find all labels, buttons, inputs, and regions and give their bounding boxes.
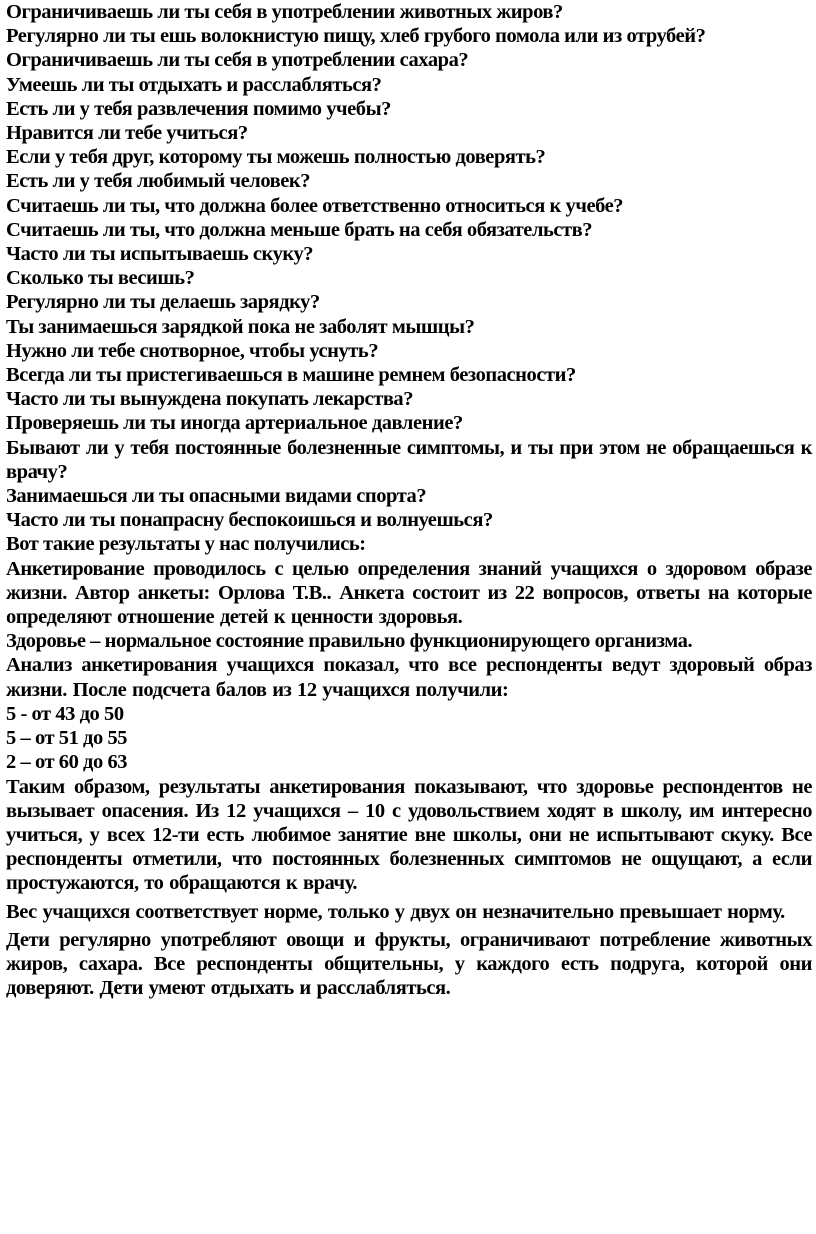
score-range-item: 5 – от 51 до 55 — [6, 727, 128, 750]
question-item: Считаешь ли ты, что должна меньше брать на себя обязательств? — [6, 218, 593, 241]
question-item: Нравится ли тебе учиться? — [6, 122, 248, 145]
analysis-paragraph: Анализ анкетирования учащихся показал, что все респонденты ведут здоровый образ жизни. После подсчета балов из 12 учащихся получили: — [6, 654, 812, 701]
conclusion-paragraph: Таким образом, результаты анкетирования показывают, что здоровье респондентов не вызывает опасения. Из 12 учащихся – 10 с удовольствием ходят в школу, им интересно учиться, у всех 12-ти есть любимое занятие вне школы, они не испытывают скуку. Все респонденты отметили, что постоянных болезненных симптомов не ощущают, а если простужаются, то обращаются к врачу. — [6, 775, 812, 895]
document-page — [6, 0, 812, 1000]
nutrition-note-paragraph: Дети регулярно употребляют овощи и фрукты, ограничивают потребление животных жиров, сахара. Все респонденты общительны, у каждого есть подруга, которой они доверяют. Дети умеют отдыхать и расслабляться. — [6, 928, 812, 1000]
weight-note-paragraph: Вес учащихся соответствует норме, только у двух он незначительно превышает норму. — [6, 900, 785, 923]
question-item: Ограничиваешь ли ты себя в употреблении сахара? — [6, 49, 469, 72]
score-range-list — [6, 702, 812, 775]
question-list — [6, 0, 812, 532]
question-item: Проверяешь ли ты иногда артериальное давление? — [6, 412, 463, 435]
question-item: Часто ли ты испытываешь скуку? — [6, 243, 314, 266]
question-item: Ты занимаешься зарядкой пока не заболят мышцы? — [6, 315, 475, 338]
results-intro: Вот такие результаты у нас получились: — [6, 533, 366, 556]
question-item: Часто ли ты вынуждена покупать лекарства? — [6, 388, 414, 411]
question-item: Бывают ли у тебя постоянные болезненные симптомы, и ты при этом не обращаешься к врачу? — [6, 436, 812, 483]
question-item: Считаешь ли ты, что должна более ответственно относиться к учебе? — [6, 194, 624, 217]
question-item: Есть ли у тебя развлечения помимо учебы? — [6, 97, 391, 120]
question-item: Сколько ты весишь? — [6, 267, 195, 290]
question-item: Всегда ли ты пристегиваешься в машине ремнем безопасности? — [6, 364, 576, 387]
question-item: Нужно ли тебе снотворное, чтобы уснуть? — [6, 339, 379, 362]
score-range-item: 5 - от 43 до 50 — [6, 702, 124, 725]
survey-description: Анкетирование проводилось с целью определения знаний учащихся о здоровом образе жизни. Автор анкеты: Орлова Т.В.. Анкета состоит из 22 вопросов, ответы на которые определяют отношение детей к ценности здоровья. — [6, 557, 812, 629]
score-range-item: 2 – от 60 до 63 — [6, 751, 128, 774]
question-item: Умеешь ли ты отдыхать и расслабляться? — [6, 73, 382, 96]
health-definition: Здоровье – нормальное состояние правильно функционирующего организма. — [6, 630, 693, 653]
question-item: Занимаешься ли ты опасными видами спорта? — [6, 485, 427, 508]
question-item: Регулярно ли ты ешь волокнистую пищу, хлеб грубого помола или из отрубей? — [6, 25, 706, 48]
question-item: Есть ли у тебя любимый человек? — [6, 170, 311, 193]
question-item: Если у тебя друг, которому ты можешь полностью доверять? — [6, 146, 546, 169]
question-item: Часто ли ты понапрасну беспокоишься и волнуешься? — [6, 509, 493, 532]
question-item: Ограничиваешь ли ты себя в употреблении животных жиров? — [6, 1, 563, 23]
question-item: Регулярно ли ты делаешь зарядку? — [6, 291, 320, 314]
